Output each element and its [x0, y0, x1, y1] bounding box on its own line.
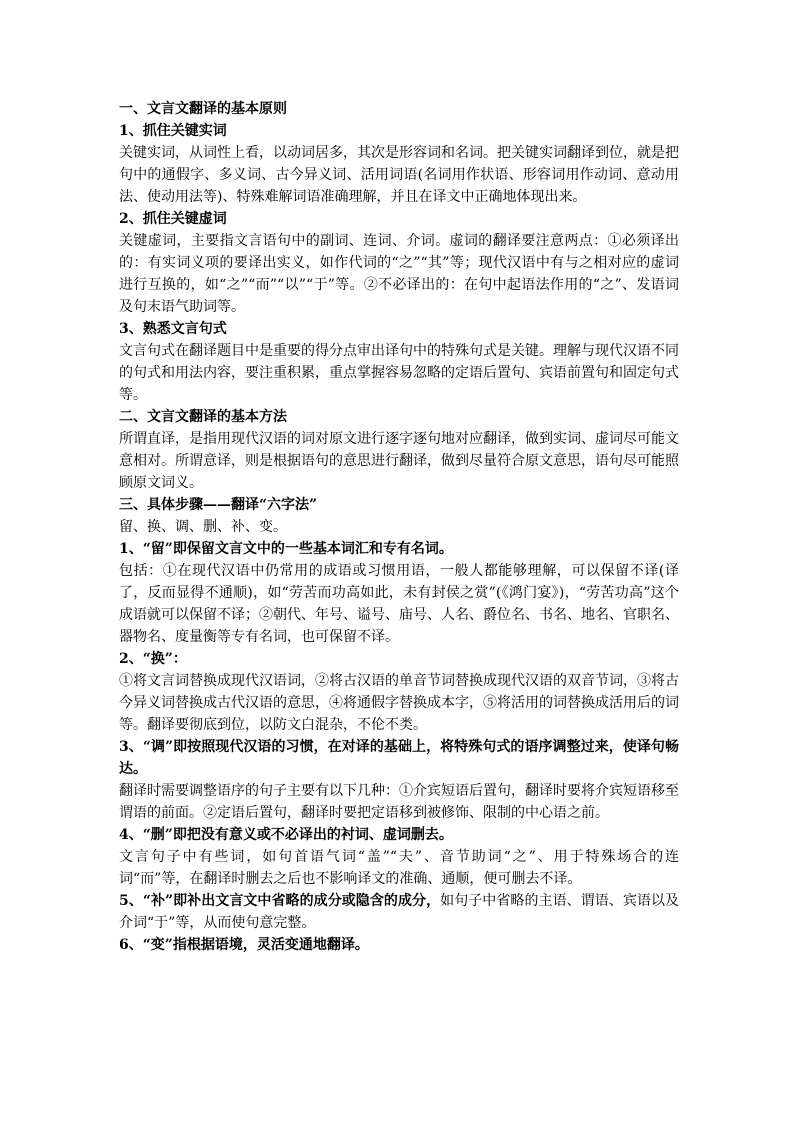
section-heading: 二、文言文翻译的基本方法	[119, 409, 287, 425]
body-paragraph: 文言句式在翻译题目中是重要的得分点审出译句中的特殊句式是关键。理解与现代汉语不同的句式和用法内容，要注重积累，重点掌握容易忽略的定语后置句、宾语前置句和固定句式等。	[119, 343, 679, 403]
subsection-heading: 1、“留”即保留文言文中的一些基本词汇和专有名词。	[119, 541, 453, 557]
subsection-heading: 3、“调”即按照现代汉语的习惯，在对译的基础上，将特殊句式的语序调整过来，使译句畅达。	[119, 739, 679, 777]
body-paragraph: 文言句子中有些词，如句首语气词“盖”“夫”、音节助词“之”、用于特殊场合的连词“而”等，在翻译时删去之后也不影响译文的准确、通顺，便可删去不译。	[119, 849, 679, 887]
subsection-heading: 2、“换”：	[119, 651, 187, 667]
section-heading: 一、文言文翻译的基本原则	[119, 101, 287, 117]
mixed-paragraph	[119, 890, 679, 934]
mixed-paragraph-text: 如句子中省略的主语、谓语、宾语以及介词“于”等，从而使句意完整。	[119, 893, 679, 931]
subsection-heading: 6、“变”指根据语境，灵活变通地翻译。	[119, 937, 369, 953]
body-paragraph: 关键虚词，主要指文言语句中的副词、连词、介词。虚词的翻译要注意两点：①必须译出的：有实词义项的要译出实义，如作代词的“之”“其”等；现代汉语中有与之相对应的虚词进行互换的，如“之”“而”“以”“于”等。②不必译出的：在句中起语法作用的“之”、发语词及句末语气助词等。	[119, 233, 679, 315]
body-paragraph: 留、换、调、删、补、变。	[119, 519, 287, 535]
section-heading: 三、具体步骤——翻译“六字法”	[119, 497, 318, 513]
document-page	[119, 98, 679, 956]
body-paragraph: 翻译时需要调整语序的句子主要有以下几种：①介宾短语后置句，翻译时要将介宾短语移至谓语的前面。②定语后置句，翻译时要把定语移到被修饰、限制的中心语之前。	[119, 783, 679, 821]
mixed-paragraph-bold-lead: 5、“补”即补出文言文中省略的成分或隐含的成分，	[119, 893, 441, 909]
subsection-heading: 3、熟悉文言句式	[119, 321, 227, 337]
body-paragraph: 所谓直译，是指用现代汉语的词对原文进行逐字逐句地对应翻译，做到实词、虚词尽可能文意相对。所谓意译，则是根据语句的意思进行翻译，做到尽量符合原文意思，语句尽可能照顾原文词义。	[119, 431, 679, 491]
body-paragraph: 包括：①在现代汉语中仍常用的成语或习惯用语，一般人都能够理解，可以保留不译(译了，反而显得不通顺)，如“劳苦而功高如此，未有封侯之赏”(《鸿门宴》)，“劳苦功高”这个成语就可以保留不译；②朝代、年号、谥号、庙号、人名、爵位名、书名、地名、官职名、器物名、度量衡等专有名词，也可保留不译。	[119, 563, 679, 645]
body-paragraph: 关键实词，从词性上看，以动词居多，其次是形容词和名词。把关键实词翻译到位，就是把句中的通假字、多义词、古今异义词、活用词语(名词用作状语、形容词用作动词、意动用法、使动用法等)、特殊难解词语准确理解，并且在译文中正确地体现出来。	[119, 145, 679, 205]
subsection-heading: 2、抓住关键虚词	[119, 211, 227, 227]
subsection-heading: 4、“删”即把没有意义或不必译出的衬词、虚词删去。	[119, 827, 453, 843]
body-paragraph: ①将文言词替换成现代汉语词，②将古汉语的单音节词替换成现代汉语的双音节词，③将古今异义词替换成古代汉语的意思，④将通假字替换成本字，⑤将活用的词替换成活用后的词等。翻译要彻底到位，以防文白混杂，不伦不类。	[119, 673, 679, 733]
subsection-heading: 1、抓住关键实词	[119, 123, 227, 139]
